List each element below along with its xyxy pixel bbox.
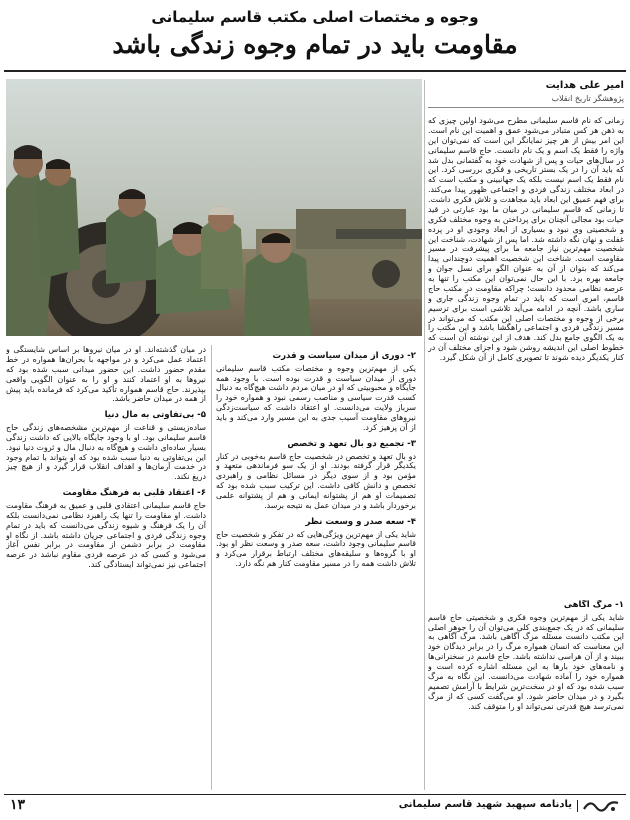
page-footer (6, 797, 624, 815)
section-paragraph: شاید یکی از مهم‌ترین ویژگی‌هایی که در تفکر و شخصیت حاج قاسم سلیمانی وجود داشت، سعه صدر و وسعت نظر او بود. او با گروه‌ها و سلیقه‌های مختلف ارتباط برقرار می‌کرد و تلاش داشت همه را در مسیر مقاومت کنار هم نگه دارد. (216, 529, 416, 569)
photo-illustration (6, 79, 422, 336)
middle-column (216, 345, 416, 790)
left-intro-paragraph: در میان گذشته‌اند. او در میان نیروها بر اساس شایستگی و اعتماد عمل می‌کرد و در مواجهه با بحران‌ها همواره در خط مقدم حضور داشت. این حضور میدانی سبب شده بود که نیروها به او اعتماد کنند و او را به عنوان الگویی واقعی بپذیرند. حاج قاسم همواره تأکید می‌کرد که فرمانده باید پیش از همه در میدان حاضر باشد. (6, 345, 206, 404)
section-heading: ۵- بی‌تفاوتی به مال دنیا (104, 410, 206, 421)
footer-rule (4, 794, 626, 795)
author-name: امیر علی هدایت (545, 80, 624, 91)
author-block (428, 80, 624, 108)
magazine-logo-icon (582, 797, 620, 813)
section-paragraph: یکی از مهم‌ترین وجوه و مختصات مکتب قاسم سلیمانی دوری از میدان سیاست و قدرت بوده است. با وجود همه جایگاه و محبوبیتی که او در میان مردم داشت هیچ‌گاه به دنبال کسب قدرت سیاسی و مناصب رسمی نبود و همواره خود را سرباز ولایت می‌دانست. او اعتقاد داشت که سیاست‌زدگی نیروهای مقاومت آسیب جدی به این مسیر وارد می‌کند و باید از آن پرهیز کرد. (216, 363, 416, 432)
author-role: پژوهشگر تاریخ انقلاب (428, 94, 624, 108)
section-heading: ۴- سعه صدر و وسعت نظر (305, 516, 416, 527)
kicker: وجوه و مختصات اصلی مکتب قاسم سلیمانی (151, 8, 479, 26)
section-heading: ۳- تجمیع دو بال تعهد و تخصص (287, 438, 416, 449)
section-paragraph: حاج قاسم سلیمانی اعتقادی قلبی و عمیق به فرهنگ مقاومت داشت. او مقاومت را تنها یک راهبرد نظامی نمی‌دانست بلکه آن را یک فرهنگ و شیوه زندگی می‌دانست که باید در تمام وجوه زندگی فردی و اجتماعی جریان داشته باشد. از نگاه او مقاومت در برابر دشمن از مقاومت در برابر نفس آغاز می‌شود و کسی که در عرصه فردی مقاوم نباشد در عرصه اجتماعی نیز نمی‌تواند ایستادگی کند. (6, 500, 206, 570)
section-heading: ۱- مرگ آگاهی (563, 600, 624, 610)
top-rule (4, 70, 626, 72)
section-paragraph: دو بال تعهد و تخصص در شخصیت حاج قاسم به‌خوبی در کنار یکدیگر قرار گرفته بودند. او از یک سو فرماندهی متعهد و مؤمن بود و از سوی دیگر در مسائل نظامی و راهبردی تخصص و دانش کافی داشت. این ترکیب سبب شده بود که تصمیمات او هم از پشتوانه ایمانی و هم از پشتوانه علمی برخوردار باشد و در میدان عمل به نتیجه برسد. (216, 451, 416, 510)
section-heading: ۶- اعتقاد قلبی به فرهنگ مقاومت (62, 488, 206, 499)
page-number: ۱۳ (10, 797, 26, 813)
column-divider (211, 345, 212, 790)
intro-paragraph: زمانی که نام قاسم سلیمانی مطرح می‌شود اولین چیزی که به ذهن هر کس متبادر می‌شود عمق و اهمیت این نام است. این امر بیش از هر چیز نمایانگر این است که نمی‌توان این واژه را فقط یک اسم و یک نام دانست. حاج قاسم سلیمانی در سال‌های حیات و پس از شهادت خود به گفتمانی بدل شد که باید آن را در یک بستر تاریخی و فکری بررسی کرد. این نام فقط یک اسم نیست بلکه یک جهانبینی و مکتب است که در ابعاد مختلف زندگی فردی و اجتماعی ظهور پیدا می‌کند. برای فهم عمیق این ابعاد باید مجاهدت و تلاش فکری داشت. تا زمانی که قاسم سلیمانی در میان ما بود عبارتی در قید حیات بود مجالی آنچنان برای پرداختن به وجوه مختلف فکری و شخصیتی وی نبود و بسیاری از ابعاد وجودی او در پرده غفلت و نهان نگه داشته شد. اما پس از شهادت، شناخت این شخصیت مهم‌ترین نیاز جامعه ما برای پیشرفت در مسیر مقاومت است. شناخت این شخصیت اهمیت دوچندانی پیدا می‌کند که بتوان از آن به عنوان الگو برای نسل جوان و جامعه بهره برد. با این حال نمی‌توان این مکتب را تنها به عرصه نظامی محدود دانست؛ چراکه مقاومت در مکتب حاج قاسم، امری است که باید در تمام وجوه زندگی جاری و ساری باشد. آنچه در ادامه می‌آید تلاشی است برای ترسیم برخی از وجوه و مختصات اصلی این مکتب که می‌تواند در مسیر زندگی فردی و اجتماعی راهگشا باشد و این مکتب را به یک الگوی جامع بدل کند. هدف از این نوشته آن است که خطوط اصلی این اندیشه روشن شود و اجزای مختلف آن در کنار یکدیگر دیده شوند تا تصویری کامل از آن شکل گیرد. (428, 116, 624, 362)
section-paragraph: ساده‌زیستی و قناعت از مهم‌ترین مشخصه‌های زندگی حاج قاسم سلیمانی بود. او با وجود جایگاه بالایی که داشت زندگی بسیار ساده‌ای داشت و هیچ‌گاه به دنبال مال و ثروت دنیا نبود. این بی‌تفاوتی به دنیا سبب شده بود که او بتواند با تمام وجود در خدمت آرمان‌ها و اهداف انقلاب قرار گیرد و از هیچ چیز دریغ نکند. (6, 422, 206, 482)
headline: مقاومت باید در تمام وجوه زندگی باشد (112, 30, 518, 59)
section-1-column (428, 600, 624, 790)
intro-column (428, 116, 624, 590)
footer-separator (577, 800, 578, 812)
series-title: یادنامه سپهبد شهید قاسم سلیمانی (398, 799, 572, 810)
left-column (6, 345, 206, 790)
article-photo (6, 79, 422, 336)
column-divider (424, 80, 425, 790)
section-paragraph: شاید یکی از مهم‌ترین وجوه فکری و شخصیتی حاج قاسم سلیمانی که در یک جمع‌بندی کلی می‌توان آن را جوهر اصلی این مکتب دانست مسئله مرگ آگاهی باشد. مرگ آگاهی به این معناست که انسان همواره مرگ را در برابر دیدگان خود ببیند و از آن هراسی نداشته باشد. حاج قاسم در سخنرانی‌ها و نامه‌های خود بارها به این مسئله اشاره کرده است و همواره خود را آماده شهادت می‌دانست. این نگاه به مرگ سبب شده بود که او در سخت‌ترین شرایط با آرامش تصمیم بگیرد و در میدان حاضر شود. او می‌گفت کسی که از مرگ نمی‌ترسد هیچ قدرتی نمی‌تواند او را متوقف کند. (428, 612, 624, 711)
section-heading: ۲- دوری از میدان سیاست و قدرت (272, 351, 416, 361)
